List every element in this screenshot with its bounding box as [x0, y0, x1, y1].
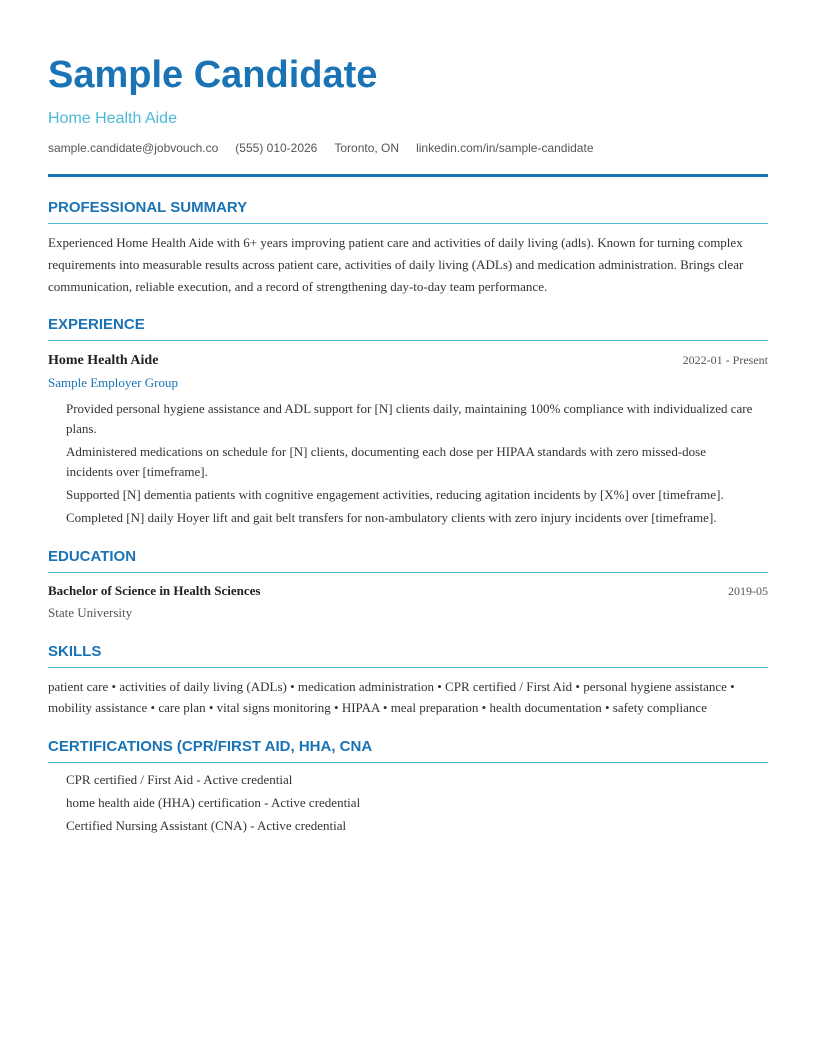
contact-line [48, 140, 611, 156]
candidate-name: Sample Candidate [48, 54, 378, 96]
skills-text: patient care • activities of daily living (ADLs) • medication administration • CPR certified / First Aid • personal hygiene assistance • mobility assistance • care plan • vital signs monitoring • HIPAA • meal preparation • health documentation • safety compliance [48, 679, 735, 715]
contact-phone: (555) 010-2026 [235, 141, 318, 155]
candidate-title: Home Health Aide [48, 110, 177, 127]
job-bullet: Supported [N] dementia patients with cognitive engagement activities, reducing agitation incidents by [X%] over [timeframe]. [66, 487, 724, 502]
job-employer: Sample Employer Group [48, 375, 178, 390]
certification-item: Certified Nursing Assistant (CNA) - Active credential [66, 818, 347, 833]
certification-item: home health aide (HHA) certification - Active credential [66, 795, 361, 810]
job-bullet: Completed [N] daily Hoyer lift and gait belt transfers for non-ambulatory clients with zero injury incidents over [timeframe]. [66, 510, 717, 525]
contact-email[interactable]: sample.candidate@jobvouch.co [48, 141, 219, 155]
education-date: 2019-05 [728, 584, 768, 598]
certification-item: CPR certified / First Aid - Active credential [66, 772, 293, 787]
job-dates: 2022-01 - Present [682, 353, 768, 367]
job-bullets [66, 399, 756, 531]
certifications-list [66, 770, 360, 839]
experience-heading: EXPERIENCE [48, 316, 768, 341]
job-bullet: Administered medications on schedule for [N] clients, documenting each dose per HIPAA standards with zero missed-dose incidents over [timeframe]. [66, 444, 706, 479]
education-school: State University [48, 605, 133, 620]
experience-item-header [48, 352, 768, 370]
contact-location: Toronto, ON [334, 141, 400, 155]
summary-heading: PROFESSIONAL SUMMARY [48, 199, 768, 224]
summary-text: Experienced Home Health Aide with 6+ years improving patient care and activities of daily living (adls). Known for turning complex requirements into measurable results across patient care, activities of daily living (ADLs) and medication administration. Brings clear communication, reliable execution, and a record of strengthening day-to-day team performance. [48, 235, 744, 294]
certifications-heading: CERTIFICATIONS (CPR/FIRST AID, HHA, CNA [48, 738, 768, 763]
education-heading: EDUCATION [48, 548, 768, 573]
skills-heading: SKILLS [48, 643, 768, 668]
contact-linkedin[interactable]: linkedin.com/in/sample-candidate [416, 141, 594, 155]
header-divider [48, 174, 768, 177]
job-bullet: Provided personal hygiene assistance and ADL support for [N] clients daily, maintaining 100% compliance with individualized care plans. [66, 401, 753, 436]
education-item-header [48, 583, 768, 599]
job-role: Home Health Aide [48, 353, 159, 368]
education-degree: Bachelor of Science in Health Sciences [48, 583, 261, 598]
